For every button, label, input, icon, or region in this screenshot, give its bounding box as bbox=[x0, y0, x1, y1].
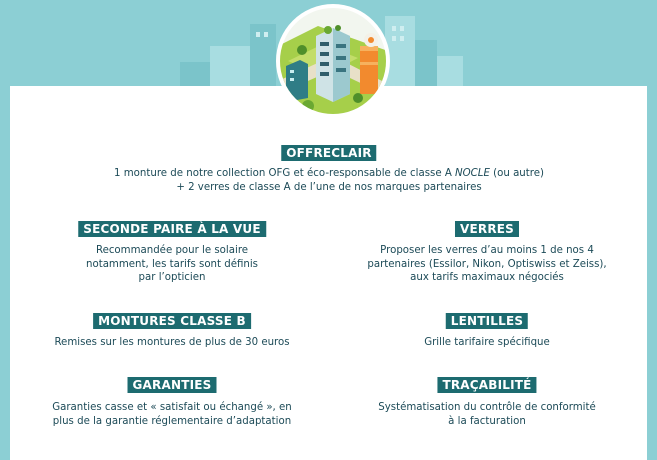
offreclair-line-1-end: (ou autre) bbox=[489, 168, 544, 179]
seconde-paire-line: Recommandée pour le solaire bbox=[95, 245, 249, 256]
window-shape bbox=[400, 36, 404, 41]
window-shape bbox=[392, 36, 396, 41]
offreclair-description bbox=[114, 167, 544, 194]
seconde-paire-line: par l’opticien bbox=[138, 272, 206, 283]
garanties-title: GARANTIES bbox=[128, 377, 217, 393]
tracabilite-line: Systématisation du contrôle de conformité bbox=[378, 402, 596, 413]
tracabilite-line: à la facturation bbox=[448, 415, 526, 427]
building-shape bbox=[210, 46, 250, 86]
seconde-paire-description bbox=[86, 244, 258, 285]
window-shape bbox=[264, 32, 268, 37]
verres-line: Proposer les verres d’au moins 1 de nos 4 bbox=[380, 245, 594, 256]
montures-classe-b-line: Remises sur les montures de plus de 30 euros bbox=[54, 337, 290, 348]
tracabilite-description bbox=[378, 401, 595, 428]
seconde-paire-line: notamment, les tarifs sont définis bbox=[86, 258, 258, 270]
lentilles-description bbox=[424, 336, 550, 350]
window-shape bbox=[392, 26, 396, 31]
offreclair-line-1-italic: NOCLE bbox=[455, 168, 490, 179]
offreclair-line-2: + 2 verres de classe A de l’une de nos marques partenaires bbox=[176, 181, 482, 193]
offreclair-title: OFFRECLAIR bbox=[281, 145, 376, 161]
verres-title: VERRES bbox=[455, 221, 519, 237]
offreclair-line-1-start: 1 monture de notre collection OFG et éco-responsable de classe A bbox=[114, 168, 456, 179]
offreclair-line-1 bbox=[114, 167, 544, 181]
garanties-line: Garanties casse et « satisfait ou échangé », en bbox=[52, 402, 292, 413]
seconde-paire-title: SECONDE PAIRE À LA VUE bbox=[78, 221, 266, 237]
verres-line: aux tarifs maximaux négociés bbox=[410, 272, 564, 283]
city-illustration bbox=[278, 6, 388, 116]
lentilles-line: Grille tarifaire spécifique bbox=[424, 337, 550, 348]
tracabilite-title: TRAÇABILITÉ bbox=[437, 377, 536, 393]
garanties-line: plus de la garantie réglementaire d’adaptation bbox=[52, 415, 292, 427]
verres-line: partenaires (Essilor, Nikon, Optiswiss et Zeiss), bbox=[367, 258, 607, 270]
lentilles-title: LENTILLES bbox=[446, 313, 528, 329]
building-shape bbox=[180, 62, 210, 86]
window-shape bbox=[400, 26, 404, 31]
building-shape bbox=[437, 56, 463, 86]
garanties-description bbox=[52, 401, 292, 428]
verres-description bbox=[367, 244, 606, 285]
montures-classe-b-description bbox=[54, 336, 289, 350]
window-shape bbox=[256, 32, 260, 37]
city-illustration-image bbox=[278, 6, 388, 116]
right-border-strip bbox=[647, 86, 657, 460]
building-shape bbox=[415, 40, 437, 86]
building-shape bbox=[250, 24, 276, 86]
left-border-strip bbox=[0, 86, 10, 460]
montures-classe-b-title: MONTURES CLASSE B bbox=[93, 313, 251, 329]
